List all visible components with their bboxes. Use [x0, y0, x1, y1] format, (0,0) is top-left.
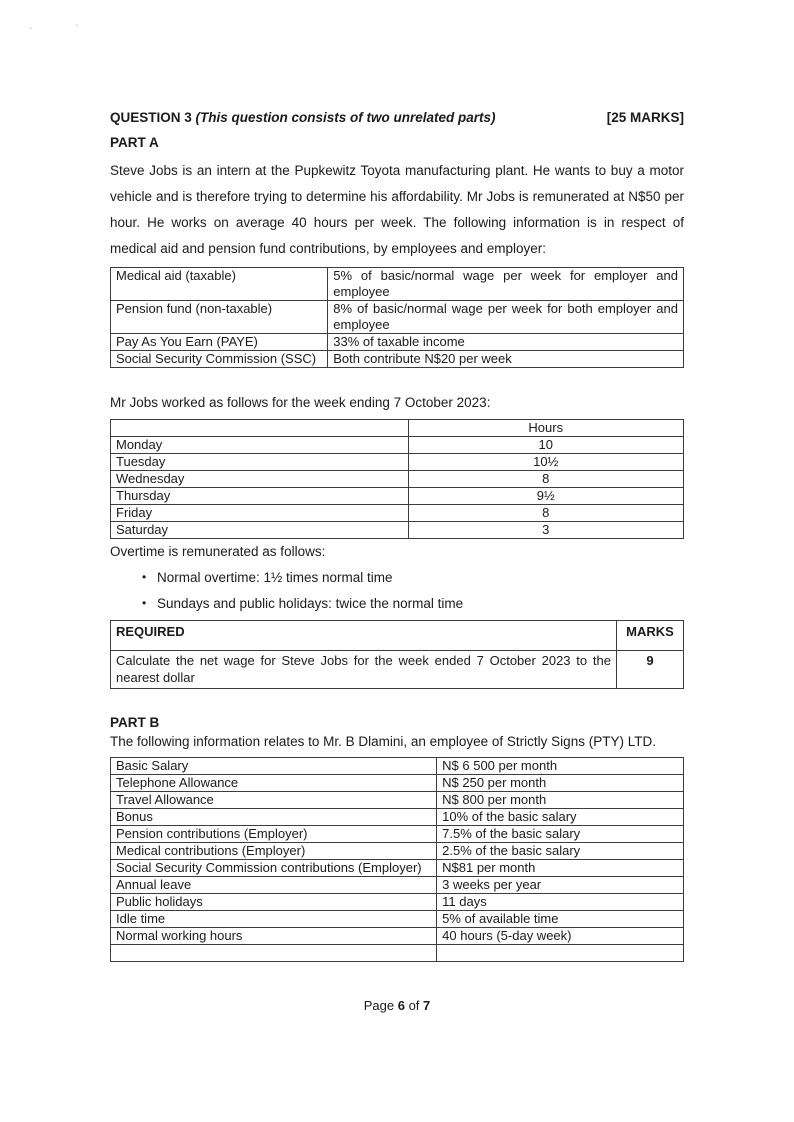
item-label: Idle time	[111, 911, 437, 928]
table-row	[111, 471, 684, 488]
day-label: Wednesday	[111, 471, 409, 488]
question-marks: [25 MARKS]	[606, 110, 684, 125]
table-row	[111, 894, 684, 911]
item-label: Medical contributions (Employer)	[111, 843, 437, 860]
day-hours: 8	[408, 505, 684, 522]
contribution-label: Social Security Commission (SSC)	[111, 351, 328, 368]
day-hours: 10½	[408, 454, 684, 471]
page-total: 7	[423, 998, 431, 1013]
item-value: 7.5% of the basic salary	[437, 826, 684, 843]
contribution-value: 5% of basic/normal wage per week for employer and employee	[328, 268, 684, 301]
table-row	[111, 843, 684, 860]
list-item	[142, 595, 684, 612]
day-label: Friday	[111, 505, 409, 522]
item-label: Social Security Commission contributions (Employer)	[111, 860, 437, 877]
item-label: Bonus	[111, 809, 437, 826]
table-header-row	[111, 420, 684, 437]
table-row	[111, 351, 684, 368]
hours-header-label: Hours	[408, 420, 684, 437]
item-value: N$81 per month	[437, 860, 684, 877]
contributions-table	[110, 267, 684, 368]
bullet-text: Normal overtime: 1½ times normal time	[157, 570, 393, 585]
part-b-intro: The following information relates to Mr. B Dlamini, an employee of Strictly Signs (PTY) LTD.	[110, 734, 656, 749]
item-label	[111, 945, 437, 962]
item-label: Annual leave	[111, 877, 437, 894]
footer-text: of	[408, 998, 420, 1013]
table-row	[111, 928, 684, 945]
item-value	[437, 945, 684, 962]
page-footer	[0, 997, 794, 1014]
bullet-text: Sundays and public holidays: twice the normal time	[157, 596, 464, 611]
day-hours: 9½	[408, 488, 684, 505]
item-value: 11 days	[437, 894, 684, 911]
table-row	[111, 877, 684, 894]
question-heading	[110, 108, 684, 128]
page-content	[110, 108, 684, 962]
hours-intro: Mr Jobs worked as follows for the week ending 7 October 2023:	[110, 395, 491, 410]
remuneration-table	[110, 757, 684, 962]
table-row	[111, 792, 684, 809]
day-hours: 3	[408, 522, 684, 539]
table-row	[111, 301, 684, 334]
part-a-title: PART A	[110, 135, 159, 150]
item-value: 2.5% of the basic salary	[437, 843, 684, 860]
item-label: Basic Salary	[111, 758, 437, 775]
item-value: N$ 800 per month	[437, 792, 684, 809]
table-row	[111, 860, 684, 877]
question-note: (This question consists of two unrelated parts)	[195, 110, 496, 125]
item-value: N$ 6 500 per month	[437, 758, 684, 775]
day-hours: 8	[408, 471, 684, 488]
bullet-icon: •	[142, 596, 147, 610]
table-row	[111, 334, 684, 351]
table-row	[111, 809, 684, 826]
day-hours: 10	[408, 437, 684, 454]
day-label: Thursday	[111, 488, 409, 505]
task-marks: 9	[617, 651, 684, 689]
item-label: Public holidays	[111, 894, 437, 911]
hours-table	[110, 419, 684, 539]
contribution-value: 33% of taxable income	[328, 334, 684, 351]
table-row	[111, 826, 684, 843]
part-a-intro: Steve Jobs is an intern at the Pupkewitz Toyota manufacturing plant. He wants to buy a motor vehicle and is therefore trying to determine his affordability. Mr Jobs is remunerated at N$50 per hour. He works on average 40 hours per week. The following information is in respect of medical aid and pension fund contributions, by employees and employer:	[110, 163, 684, 256]
page-number: 6	[397, 998, 405, 1013]
footer-text: Page	[363, 998, 395, 1013]
table-row	[111, 268, 684, 301]
day-label: Monday	[111, 437, 409, 454]
table-row	[111, 454, 684, 471]
scan-artifact: '	[30, 26, 32, 36]
required-table	[110, 620, 684, 689]
overtime-intro: Overtime is remunerated as follows:	[110, 544, 326, 559]
table-row	[111, 437, 684, 454]
table-header-row	[111, 621, 684, 651]
required-task: Calculate the net wage for Steve Jobs for the week ended 7 October 2023 to the nearest dollar	[111, 651, 617, 689]
item-value: N$ 250 per month	[437, 775, 684, 792]
item-value: 5% of available time	[437, 911, 684, 928]
day-label: Saturday	[111, 522, 409, 539]
table-row	[111, 488, 684, 505]
table-row	[111, 775, 684, 792]
marks-header: MARKS	[617, 621, 684, 651]
contribution-label: Pay As You Earn (PAYE)	[111, 334, 328, 351]
question-number: QUESTION 3	[110, 110, 192, 125]
item-value: 40 hours (5-day week)	[437, 928, 684, 945]
table-row	[111, 505, 684, 522]
required-header: REQUIRED	[111, 621, 617, 651]
item-label: Normal working hours	[111, 928, 437, 945]
scan-artifact: '	[76, 23, 78, 33]
contribution-value: 8% of basic/normal wage per week for both employer and employee	[328, 301, 684, 334]
contribution-label: Medical aid (taxable)	[111, 268, 328, 301]
table-row	[111, 911, 684, 928]
part-b-title: PART B	[110, 715, 160, 730]
contribution-value: Both contribute N$20 per week	[328, 351, 684, 368]
hours-header-blank	[111, 420, 409, 437]
item-label: Pension contributions (Employer)	[111, 826, 437, 843]
contribution-label: Pension fund (non-taxable)	[111, 301, 328, 334]
question-title	[110, 108, 496, 128]
item-label: Telephone Allowance	[111, 775, 437, 792]
item-value: 3 weeks per year	[437, 877, 684, 894]
table-row	[111, 945, 684, 962]
day-label: Tuesday	[111, 454, 409, 471]
table-row	[111, 651, 684, 689]
bullet-icon: •	[142, 570, 147, 584]
list-item	[142, 569, 684, 586]
item-label: Travel Allowance	[111, 792, 437, 809]
item-value: 10% of the basic salary	[437, 809, 684, 826]
table-row	[111, 522, 684, 539]
table-row	[111, 758, 684, 775]
